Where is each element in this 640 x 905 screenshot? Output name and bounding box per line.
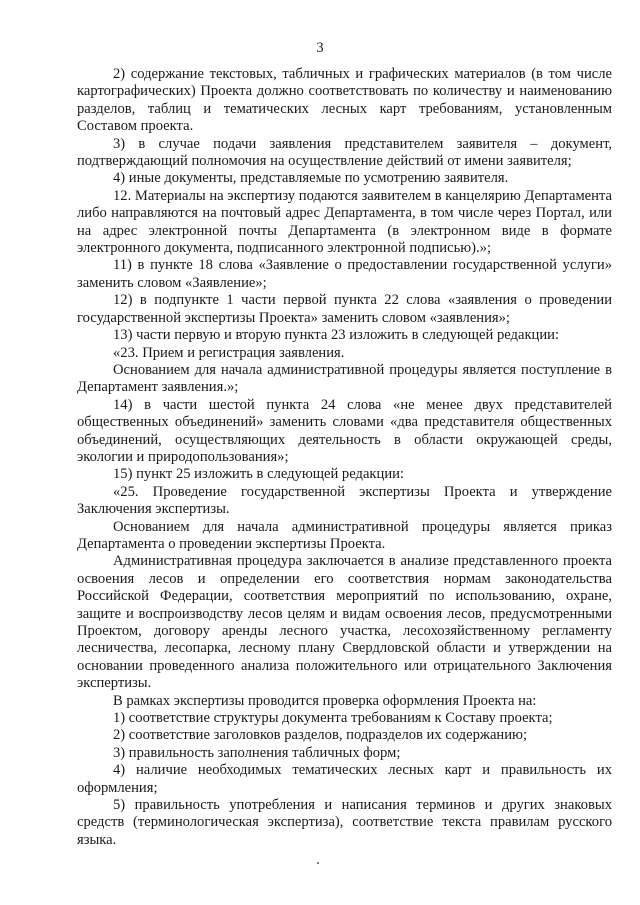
paragraph: 12. Материалы на экспертизу подаются заявителем в канцелярию Департамента либо направляются на почтовый адрес Департамента, в том числе через Портал, или на адрес электронной почты Департамента (в электронном виде в формате электронного документа, подписанного электронной подписью).»;	[77, 187, 612, 257]
paragraph: 4) наличие необходимых тематических лесных карт и правильность их оформления;	[77, 762, 612, 796]
paragraph: «25. Проведение государственной экспертизы Проекта и утверждение Заключения экспертизы.	[77, 483, 612, 518]
paragraph: 3) в случае подачи заявления представителем заявителя – документ, подтверждающий полномочия на осуществление действий от имени заявителя;	[77, 135, 612, 170]
paragraph: 3) правильность заполнения табличных форм;	[113, 744, 401, 761]
paragraph: 4) иные документы, представляемые по усмотрению заявителя.	[113, 170, 509, 187]
paragraph: 2) соответствие заголовков разделов, подразделов их содержанию;	[113, 727, 528, 744]
paragraph: 14) в части шестой пункта 24 слова «не менее двух представителей общественных объединений» заменить словами «два представителя общественных объединений, осуществляющих деятельность в области окружающей среды, экологии и природопользования»;	[77, 396, 612, 465]
paragraph: 13) части первую и вторую пункта 23 изложить в следующей редакции:	[113, 327, 560, 344]
paragraph: Основанием для начала административной процедуры является поступление в Департамент заявления.»;	[77, 361, 612, 396]
paragraph: 12) в подпункте 1 части первой пункта 22 слова «заявления о проведении государственной экспертизы Проекта» заменить словом «заявления»;	[77, 292, 612, 326]
paragraph: Административная процедура заключается в анализе представленного проекта освоения лесов и определении его соответствия нормам законодательства Российской Федерации, соответствия мероприятий по использованию, охране, защите и воспроизводству лесов целям и видам освоения лесов, предусмотренными Проектом, договору аренды лесного участка, лесохозяйственному регламенту лесничества, лесопарка, лесному плану Свердловской области и утверждении на основании проведенного анализа положительного или отрицательного Заключения экспертизы.	[77, 553, 612, 692]
paragraph: 1) соответствие структуры документа требованиям к Составу проекта;	[113, 710, 553, 727]
page-number: 3	[316, 40, 324, 56]
scan-speck	[317, 862, 319, 864]
paragraph: В рамках экспертизы проводится проверка оформления Проекта на:	[113, 692, 537, 709]
paragraph: Основанием для начала административной процедуры является приказ Департамента о проведении экспертизы Проекта.	[77, 518, 612, 552]
paragraph: 11) в пункте 18 слова «Заявление о предоставлении государственной услуги» заменить словом «Заявление»;	[77, 257, 612, 291]
paragraph: 15) пункт 25 изложить в следующей редакции:	[113, 466, 404, 483]
paragraph: «23. Прием и регистрация заявления.	[113, 344, 345, 361]
paragraph: 5) правильность употребления и написания терминов и других знаковых средств (терминологическая экспертиза), соответствие текста правилам русского языка.	[77, 797, 612, 848]
document-body	[77, 66, 612, 849]
paragraph: 2) содержание текстовых, табличных и графических материалов (в том числе картографических) Проекта должно соответствовать по количеству и наименованию разделов, таблиц и тематических лесных карт требованиям, установленным Составом проекта.	[77, 66, 612, 135]
